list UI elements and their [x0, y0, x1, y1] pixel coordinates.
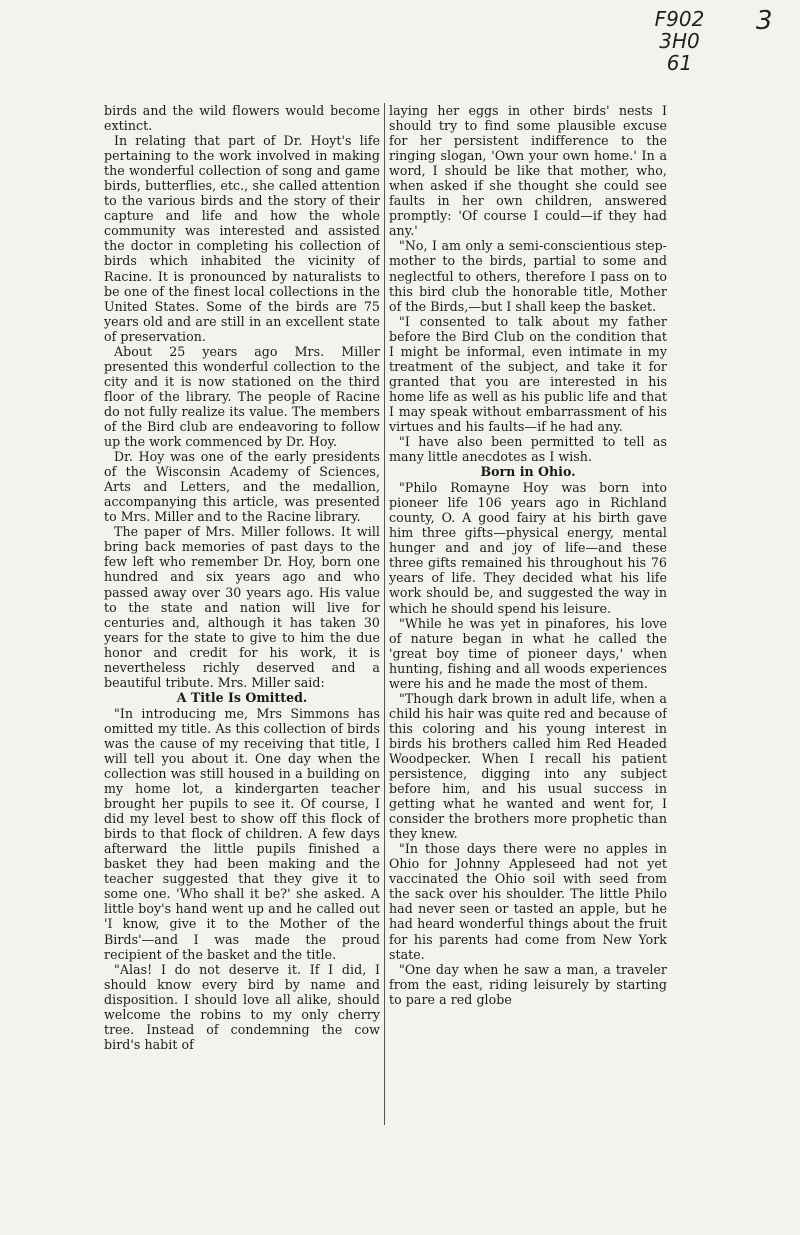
- column-divider: [384, 103, 385, 1125]
- right-paragraph-5: "Philo Romayne Hoy was born into pioneer life 106 years ago in Richland county, O. A good fairy at his birth gave him three gifts—physical energy, mental hunger and and joy of life—and these three gifts remained his throughout his 76 years of life. They decided what his life work should be, and suggested the way in which he should spend his leisure.: [389, 480, 667, 616]
- right-paragraph-4: "I have also been permitted to tell as many little anecdotes as I wish.: [389, 434, 667, 465]
- left-paragraph-6: "In introducing me, Mrs Simmons has omitted my title. As this collection of birds was the cause of my receiving that title, I will tell you about it. One day when the collection was still housed in a building on my home lot, a kindergarten teacher brought her pupils to see it. Of course, I did my level best to show off this flock of birds to that flock of children. A few days afterward the little pupils finished a basket they had been making and the teacher suggested that they give it to some one. 'Who shall it be?' she asked. A little boy's hand went up and he called out 'I know, give it to the Mother of the Birds'—and I was made the proud recipient of the basket and the title.: [104, 705, 380, 962]
- right-paragraph-6: "While he was yet in pinafores, his love of nature began in what he called the 'great boy time of pioneer days,' when hunting, fishing and all woods experiences were his and he made the most of them.: [389, 615, 667, 691]
- archive-line-3: 61: [666, 51, 693, 75]
- right-paragraph-3: "I consented to talk about my father before the Bird Club on the condition that I might be informal, even intimate in my treatment of the subject, and take it for granted that you are interested in his home life as well as his public life and that I may speak without embarrassment of his virtues and his faults—if he had any.: [389, 313, 667, 434]
- left-paragraph-2: In relating that part of Dr. Hoyt's life pertaining to the work involved in making the wonderful collection of song and game birds, butterflies, etc., she called attention to the various birds and the story of their capture and life and how the whole community was interested and assisted the doctor in completing his collection of birds which inhabited the vicinity of Racine. It is pronounced by naturalists to be one of the finest local collections in the United States. Some of the birds are 75 years old and are still in an excellent state of preservation.: [104, 133, 380, 344]
- right-paragraph-9: "One day when he saw a man, a traveler from the east, riding leisurely by starting to pare a red globe: [389, 961, 667, 1007]
- right-paragraph-1: laying her eggs in other birds' nests I should try to find some plausible excuse for her persistent indifference to the ringing slogan, 'Own your own home.' In a word, I should be like that mother, who, when asked if she thought she could see faults in her own children, answered promptly: 'Of course I could—if they had any.': [389, 103, 667, 239]
- left-paragraph-1: birds and the wild flowers would become extinct.: [104, 103, 380, 134]
- right-paragraph-8: "In those days there were no apples in Ohio for Johnny Appleseed had not yet vaccinated the Ohio soil with seed from the sack over his shoulder. The little Philo had never seen or tasted an apple, but he had heard wonderful things about the fruit for his parents had come from New York state.: [389, 841, 667, 962]
- archive-line-2: 3H0: [659, 29, 700, 53]
- handwritten-archive-number: [632, 8, 727, 74]
- right-paragraph-7: "Though dark brown in adult life, when a child his hair was quite red and because of this coloring and his young interest in birds his brothers called him Red Headed Woodpecker. When I recall his patient persistence, digging into any subject before him, and his usual success in getting what he wanted and went for, I consider the brothers more prophetic than they knew.: [389, 690, 667, 842]
- left-paragraph-5: The paper of Mrs. Miller follows. It will bring back memories of past days to the few left who remember Dr. Hoy, born one hundred and six years ago and who passed away over 30 years ago. His value to the state and nation will live for centuries and, although it has taken 30 years for the state to give to him the due honor and credit for his work, it is nevertheless richly deserved and a beautiful tribute. Mrs. Miller said:: [104, 524, 380, 690]
- archive-line-1: F902: [654, 7, 705, 31]
- left-subheading: A Title Is Omitted.: [176, 689, 308, 705]
- left-paragraph-3: About 25 years ago Mrs. Miller presented this wonderful collection to the city and it is now stationed on the third floor of the library. The people of Racine do not fully realize its value. The members of the Bird club are endeavoring to follow up the work commenced by Dr. Hoy.: [104, 343, 380, 450]
- right-subheading: Born in Ohio.: [480, 464, 576, 480]
- left-paragraph-7: "Alas! I do not deserve it. If I did, I should know every bird by name and disposition. I should love all alike, should welcome the robins to my only cherry tree. Instead of condemning the cow bird's habit of: [104, 961, 380, 1052]
- handwritten-page-number: 3: [756, 6, 773, 36]
- right-column: [389, 103, 667, 1128]
- left-column: [104, 103, 380, 1128]
- right-paragraph-2: "No, I am only a semi-conscientious step-mother to the birds, partial to some and neglectful to others, therefore I pass on to this bird club the honorable title, Mother of the Birds,—but I shall keep the basket.: [389, 238, 667, 314]
- left-paragraph-4: Dr. Hoy was one of the early presidents of the Wisconsin Academy of Sciences, Arts and Letters, and the medallion, accompanying this article, was presented to Mrs. Miller and to the Racine library.: [104, 449, 380, 525]
